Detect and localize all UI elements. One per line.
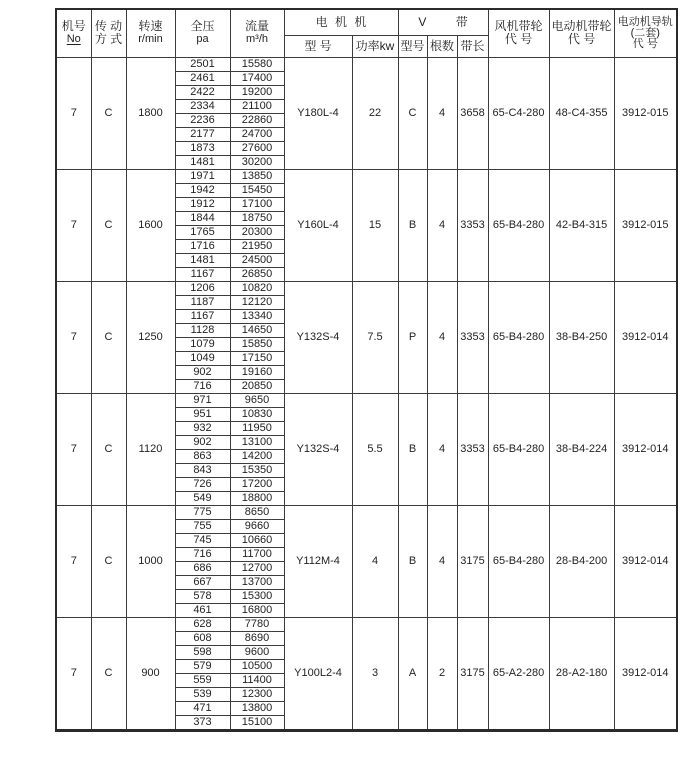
motor-model-cell: Y112M-4	[284, 505, 352, 617]
flow-cell: 10660	[230, 533, 284, 547]
motor-power-cell: 15	[352, 169, 398, 281]
flow-cell: 15580	[230, 57, 284, 71]
motor-model-cell: Y132S-4	[284, 393, 352, 505]
header-pressure: 全压 pa	[175, 9, 230, 57]
flow-cell: 17400	[230, 71, 284, 85]
header-machine-no-en: No	[66, 33, 81, 46]
flow-cell: 17200	[230, 477, 284, 491]
header-motor-pulley: 电动机带轮 代 号	[549, 9, 614, 57]
fan-pulley-cell: 65-B4-280	[488, 505, 549, 617]
pressure-cell: 1167	[175, 309, 230, 323]
pressure-cell: 1912	[175, 197, 230, 211]
belt-count-cell: 4	[427, 57, 457, 169]
header-belt-model: 型号	[398, 35, 427, 57]
pressure-cell: 1873	[175, 141, 230, 155]
flow-cell: 14200	[230, 449, 284, 463]
motor-power-cell: 22	[352, 57, 398, 169]
motor-model-cell: Y100L2-4	[284, 617, 352, 730]
data-row	[56, 617, 677, 631]
pressure-cell: 2422	[175, 85, 230, 99]
flow-cell: 27600	[230, 141, 284, 155]
pressure-cell: 2177	[175, 127, 230, 141]
pressure-cell: 1942	[175, 183, 230, 197]
data-row	[56, 281, 677, 295]
machine-no-cell: 7	[56, 505, 91, 617]
pressure-cell: 951	[175, 407, 230, 421]
header-vbelt-group: V 带	[398, 9, 488, 35]
pressure-cell: 2334	[175, 99, 230, 113]
pressure-cell: 1765	[175, 225, 230, 239]
drive-mode-cell: C	[91, 169, 126, 281]
belt-count-cell: 4	[427, 393, 457, 505]
machine-no-cell: 7	[56, 169, 91, 281]
belt-length-cell: 3175	[457, 617, 488, 730]
flow-cell: 10830	[230, 407, 284, 421]
belt-length-cell: 3353	[457, 169, 488, 281]
pressure-cell: 549	[175, 491, 230, 505]
flow-cell: 16800	[230, 603, 284, 617]
pressure-cell: 578	[175, 589, 230, 603]
flow-cell: 12120	[230, 295, 284, 309]
pressure-cell: 775	[175, 505, 230, 519]
flow-cell: 20300	[230, 225, 284, 239]
pressure-cell: 863	[175, 449, 230, 463]
pressure-cell: 932	[175, 421, 230, 435]
pressure-cell: 1481	[175, 253, 230, 267]
flow-cell: 10500	[230, 659, 284, 673]
motor-power-cell: 3	[352, 617, 398, 730]
pressure-cell: 716	[175, 547, 230, 561]
speed-cell: 900	[126, 617, 175, 730]
motor-pulley-cell: 38-B4-224	[549, 393, 614, 505]
pressure-cell: 1844	[175, 211, 230, 225]
pressure-cell: 843	[175, 463, 230, 477]
belt-model-cell: A	[398, 617, 427, 730]
header-flow: 流量 m³/h	[230, 9, 284, 57]
belt-length-cell: 3353	[457, 393, 488, 505]
drive-mode-cell: C	[91, 281, 126, 393]
pressure-cell: 902	[175, 435, 230, 449]
belt-model-cell: P	[398, 281, 427, 393]
fan-pulley-cell: 65-A2-280	[488, 617, 549, 730]
drive-mode-cell: C	[91, 617, 126, 730]
pressure-cell: 2501	[175, 57, 230, 71]
speed-cell: 1120	[126, 393, 175, 505]
machine-no-cell: 7	[56, 617, 91, 730]
table-header	[56, 9, 677, 57]
pressure-cell: 579	[175, 659, 230, 673]
header-machine-no	[56, 9, 91, 57]
fan-pulley-cell: 65-B4-280	[488, 281, 549, 393]
flow-cell: 9600	[230, 645, 284, 659]
pressure-cell: 1206	[175, 281, 230, 295]
flow-cell: 11700	[230, 547, 284, 561]
data-row	[56, 505, 677, 519]
belt-count-cell: 4	[427, 169, 457, 281]
header-motor-group: 电 机 机	[284, 9, 398, 35]
belt-count-cell: 2	[427, 617, 457, 730]
flow-cell: 9660	[230, 519, 284, 533]
flow-cell: 18750	[230, 211, 284, 225]
flow-cell: 9650	[230, 393, 284, 407]
flow-cell: 14650	[230, 323, 284, 337]
belt-model-cell: B	[398, 393, 427, 505]
header-motor-power: 功率kw	[352, 35, 398, 57]
pressure-cell: 1481	[175, 155, 230, 169]
motor-pulley-cell: 48-C4-355	[549, 57, 614, 169]
pressure-cell: 745	[175, 533, 230, 547]
pressure-cell: 1167	[175, 267, 230, 281]
flow-cell: 21950	[230, 239, 284, 253]
pressure-cell: 598	[175, 645, 230, 659]
header-machine-no-cn: 机号	[61, 19, 86, 34]
belt-model-cell: B	[398, 169, 427, 281]
pressure-cell: 686	[175, 561, 230, 575]
flow-cell: 13850	[230, 169, 284, 183]
data-row	[56, 57, 677, 71]
belt-count-cell: 4	[427, 505, 457, 617]
flow-cell: 8650	[230, 505, 284, 519]
speed-cell: 1800	[126, 57, 175, 169]
pressure-cell: 2461	[175, 71, 230, 85]
belt-model-cell: C	[398, 57, 427, 169]
flow-cell: 13340	[230, 309, 284, 323]
flow-cell: 17100	[230, 197, 284, 211]
pressure-cell: 608	[175, 631, 230, 645]
flow-cell: 15350	[230, 463, 284, 477]
header-belt-length: 带长	[457, 35, 488, 57]
flow-cell: 13100	[230, 435, 284, 449]
header-drive-mode: 传 动 方 式	[91, 9, 126, 57]
pressure-cell: 559	[175, 673, 230, 687]
flow-cell: 12700	[230, 561, 284, 575]
pressure-cell: 1187	[175, 295, 230, 309]
flow-cell: 15850	[230, 337, 284, 351]
pressure-cell: 902	[175, 365, 230, 379]
pressure-cell: 971	[175, 393, 230, 407]
rail-cell: 3912-015	[614, 57, 677, 169]
header-speed: 转速 r/min	[126, 9, 175, 57]
flow-cell: 12300	[230, 687, 284, 701]
pressure-cell: 2236	[175, 113, 230, 127]
pressure-cell: 1049	[175, 351, 230, 365]
motor-model-cell: Y132S-4	[284, 281, 352, 393]
pressure-cell: 471	[175, 701, 230, 715]
data-row	[56, 393, 677, 407]
belt-model-cell: B	[398, 505, 427, 617]
motor-power-cell: 4	[352, 505, 398, 617]
pressure-cell: 667	[175, 575, 230, 589]
header-row-group	[56, 9, 677, 35]
table-body	[56, 57, 677, 730]
belt-count-cell: 4	[427, 281, 457, 393]
fan-pulley-cell: 65-C4-280	[488, 57, 549, 169]
pressure-cell: 539	[175, 687, 230, 701]
flow-cell: 15450	[230, 183, 284, 197]
flow-cell: 15300	[230, 589, 284, 603]
flow-cell: 18800	[230, 491, 284, 505]
rail-cell: 3912-014	[614, 393, 677, 505]
flow-cell: 20850	[230, 379, 284, 393]
flow-cell: 15100	[230, 715, 284, 730]
motor-pulley-cell: 38-B4-250	[549, 281, 614, 393]
motor-pulley-cell: 42-B4-315	[549, 169, 614, 281]
rail-cell: 3912-014	[614, 505, 677, 617]
flow-cell: 8690	[230, 631, 284, 645]
pressure-cell: 461	[175, 603, 230, 617]
belt-length-cell: 3175	[457, 505, 488, 617]
pressure-cell: 1128	[175, 323, 230, 337]
pressure-cell: 1079	[175, 337, 230, 351]
motor-model-cell: Y160L-4	[284, 169, 352, 281]
flow-cell: 10820	[230, 281, 284, 295]
pressure-cell: 628	[175, 617, 230, 631]
flow-cell: 11950	[230, 421, 284, 435]
header-belt-count: 根数	[427, 35, 457, 57]
pressure-cell: 755	[175, 519, 230, 533]
speed-cell: 1600	[126, 169, 175, 281]
fan-pulley-cell: 65-B4-280	[488, 169, 549, 281]
header-motor-model: 型 号	[284, 35, 352, 57]
drive-mode-cell: C	[91, 393, 126, 505]
pressure-cell: 1971	[175, 169, 230, 183]
flow-cell: 13700	[230, 575, 284, 589]
belt-length-cell: 3658	[457, 57, 488, 169]
drive-mode-cell: C	[91, 57, 126, 169]
flow-cell: 22860	[230, 113, 284, 127]
motor-power-cell: 7.5	[352, 281, 398, 393]
speed-cell: 1000	[126, 505, 175, 617]
flow-cell: 26850	[230, 267, 284, 281]
flow-cell: 17150	[230, 351, 284, 365]
flow-cell: 13800	[230, 701, 284, 715]
drive-mode-cell: C	[91, 505, 126, 617]
motor-power-cell: 5.5	[352, 393, 398, 505]
belt-length-cell: 3353	[457, 281, 488, 393]
machine-no-cell: 7	[56, 57, 91, 169]
pressure-cell: 716	[175, 379, 230, 393]
flow-cell: 30200	[230, 155, 284, 169]
flow-cell: 11400	[230, 673, 284, 687]
motor-pulley-cell: 28-B4-200	[549, 505, 614, 617]
rail-cell: 3912-015	[614, 169, 677, 281]
pressure-cell: 1716	[175, 239, 230, 253]
header-motor-rail: 电动机导轨 (二套) 代 号	[614, 9, 677, 57]
data-row	[56, 169, 677, 183]
flow-cell: 19160	[230, 365, 284, 379]
rail-cell: 3912-014	[614, 617, 677, 730]
rail-cell: 3912-014	[614, 281, 677, 393]
flow-cell: 24700	[230, 127, 284, 141]
machine-no-cell: 7	[56, 393, 91, 505]
motor-model-cell: Y180L-4	[284, 57, 352, 169]
fan-pulley-cell: 65-B4-280	[488, 393, 549, 505]
flow-cell: 7780	[230, 617, 284, 631]
flow-cell: 24500	[230, 253, 284, 267]
flow-cell: 21100	[230, 99, 284, 113]
header-fan-pulley: 风机带轮 代 号	[488, 9, 549, 57]
pressure-cell: 726	[175, 477, 230, 491]
speed-cell: 1250	[126, 281, 175, 393]
motor-pulley-cell: 28-A2-180	[549, 617, 614, 730]
machine-no-cell: 7	[56, 281, 91, 393]
pressure-cell: 373	[175, 715, 230, 730]
flow-cell: 19200	[230, 85, 284, 99]
fan-motor-spec-table	[55, 8, 678, 732]
